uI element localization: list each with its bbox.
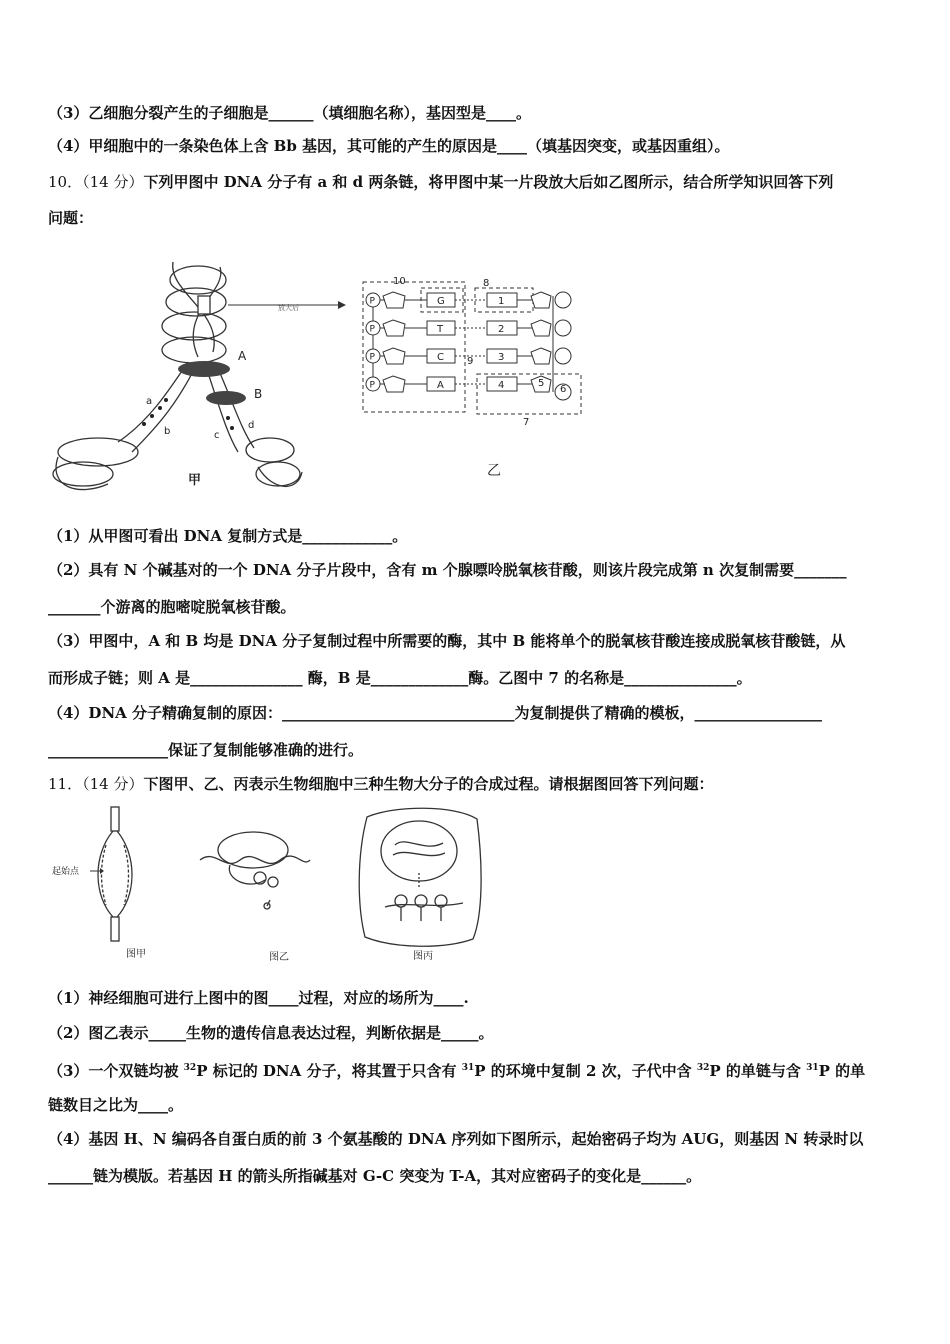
phosphate-right bbox=[555, 292, 571, 308]
q10-stem-line2: 问题： bbox=[48, 209, 94, 227]
figure-bing-caption-11: 图丙 bbox=[413, 951, 433, 962]
sup-32b: 32 bbox=[696, 1063, 710, 1073]
base-left-label: A bbox=[437, 380, 444, 391]
base-right-label: 3 bbox=[498, 352, 505, 363]
q10-figure-jia bbox=[48, 252, 348, 502]
q11-stem-line bbox=[48, 774, 713, 794]
q11-item-4b: ______链为模版。若基因 H 的箭头所指碱基对 G-C 突变为 T-A，其对应密码子的变化是______。 bbox=[48, 1167, 702, 1185]
label-7: 7 bbox=[523, 417, 530, 428]
q10-item-3a: （3）甲图中，A 和 B 均是 DNA 分子复制过程中所需要的酶，其中 B 能将单个的脱氧核苷酸连接成脱氧核苷酸链，从 bbox=[48, 632, 846, 650]
q11-item-3a-pre: （3）一个双链均被 bbox=[48, 1062, 184, 1080]
nucleotide-pairs bbox=[366, 292, 571, 400]
q10-item-2b: _______个游离的胞嘧啶脱氧核苷酸。 bbox=[48, 598, 296, 616]
label-strand-b: b bbox=[164, 426, 171, 437]
label-10: 10 bbox=[393, 276, 406, 287]
q10-item-4b: ________________保证了复制能够准确的进行。 bbox=[48, 741, 364, 759]
sugar-left bbox=[383, 376, 405, 392]
label-6: 6 bbox=[560, 384, 567, 395]
q11-item-1: （1）神经细胞可进行上图中的图____过程，对应的场所为____. bbox=[48, 989, 469, 1007]
label-9: 9 bbox=[467, 356, 474, 367]
q10-stem: 下列甲图中 DNA 分子有 a 和 d 两条链，将甲图中某一片段放大后如乙图所示，结合所学知识回答下列 bbox=[143, 173, 834, 191]
sugar-left bbox=[383, 292, 405, 308]
q11-item-3a-end: P 的单 bbox=[818, 1062, 866, 1080]
sup-31a: 31 bbox=[461, 1063, 475, 1073]
q11-stem: 下图甲、乙、丙表示生物细胞中三种生物大分子的合成过程。请根据图回答下列问题： bbox=[143, 775, 714, 793]
q11-figure-bing bbox=[355, 805, 485, 965]
enzyme-b-icon bbox=[206, 391, 246, 405]
base-right-label: 2 bbox=[498, 324, 505, 335]
sugar-right bbox=[531, 320, 551, 336]
sup-32a: 32 bbox=[183, 1063, 197, 1073]
q11-item-3b: 链数目之比为____。 bbox=[48, 1096, 184, 1114]
q11-item-3a-mid3: P 的单链与含 bbox=[709, 1062, 807, 1080]
q10-item-3b: 而形成子链；则 A 是_______________ 酶，B 是_____________酶。乙图中 7 的名称是_______________。 bbox=[48, 669, 752, 687]
q11-item-4a: （4）基因 H、N 编码各自蛋白质的前 3 个氨基酸的 DNA 序列如下图所示，起始密码子均为 AUG，则基因 N 转录时以 bbox=[48, 1130, 864, 1148]
label-enzyme-b: B bbox=[254, 387, 263, 401]
figure-jia-caption: 甲 bbox=[188, 473, 202, 488]
label-strand-a: a bbox=[146, 396, 153, 407]
base-left-label: G bbox=[437, 296, 445, 307]
phosphate-left-label: P bbox=[369, 296, 375, 307]
q11-figure-jia bbox=[48, 805, 158, 965]
q10-item-2a: （2）具有 N 个碱基对的一个 DNA 分子片段中，含有 m 个腺嘌呤脱氧核苷酸，则该片段完成第 n 次复制需要_______ bbox=[48, 561, 847, 579]
base-right-label: 4 bbox=[498, 380, 505, 391]
base-left-label: C bbox=[437, 352, 444, 363]
sugar-right bbox=[531, 348, 551, 364]
sugar-right bbox=[531, 292, 551, 308]
phosphate-right bbox=[555, 320, 571, 336]
q11-figure-yi bbox=[195, 820, 315, 965]
base-left-label: T bbox=[437, 324, 444, 335]
q11-item-3a bbox=[48, 1058, 865, 1081]
q9-item-4: （4）甲细胞中的一条染色体上含 Bb 基因，其可能的产生的原因是____（填基因突变，或基因重组）。 bbox=[48, 137, 730, 155]
enzyme-a-icon bbox=[178, 361, 230, 377]
sugar-left bbox=[383, 320, 405, 336]
arrow-label: 放大后 bbox=[278, 304, 299, 312]
q9-item-3: （3）乙细胞分裂产生的子细胞是______（填细胞名称），基因型是____。 bbox=[48, 104, 531, 122]
q11-item-3a-mid1: P 标记的 DNA 分子，将其置于只含有 bbox=[196, 1062, 462, 1080]
phosphate-left-label: P bbox=[369, 324, 375, 335]
q10-item-1: （1）从甲图可看出 DNA 复制方式是____________。 bbox=[48, 527, 408, 545]
q10-item-4a: （4）DNA 分子精确复制的原因：_______________________________为复制提供了精确的模板，_________________ bbox=[48, 704, 823, 722]
base-right-label: 1 bbox=[498, 296, 505, 307]
label-5: 5 bbox=[538, 378, 545, 389]
q11-item-2: （2）图乙表示_____生物的遗传信息表达过程，判断依据是_____。 bbox=[48, 1024, 494, 1042]
figure-jia-caption-11: 图甲 bbox=[126, 949, 146, 960]
label-strand-c: c bbox=[214, 430, 220, 441]
q10-figure-yi bbox=[355, 270, 585, 485]
figure-yi-caption-11: 图乙 bbox=[269, 952, 289, 963]
q10-stem-line1 bbox=[48, 172, 833, 192]
phosphate-left-label: P bbox=[369, 352, 375, 363]
origin-label: 起始点 bbox=[52, 867, 80, 877]
sup-31b: 31 bbox=[806, 1063, 819, 1073]
phosphate-right bbox=[555, 348, 571, 364]
label-enzyme-a: A bbox=[238, 349, 247, 363]
q11-number: 11．（14 分） bbox=[48, 775, 144, 793]
q11-item-3a-mid2: P 的环境中复制 2 次，子代中含 bbox=[474, 1062, 697, 1080]
figure-yi-caption: 乙 bbox=[487, 463, 501, 479]
label-strand-d: d bbox=[248, 420, 255, 431]
label-8: 8 bbox=[483, 278, 490, 289]
sugar-left bbox=[383, 348, 405, 364]
phosphate-left-label: P bbox=[369, 380, 375, 391]
q10-number: 10．（14 分） bbox=[48, 173, 144, 191]
